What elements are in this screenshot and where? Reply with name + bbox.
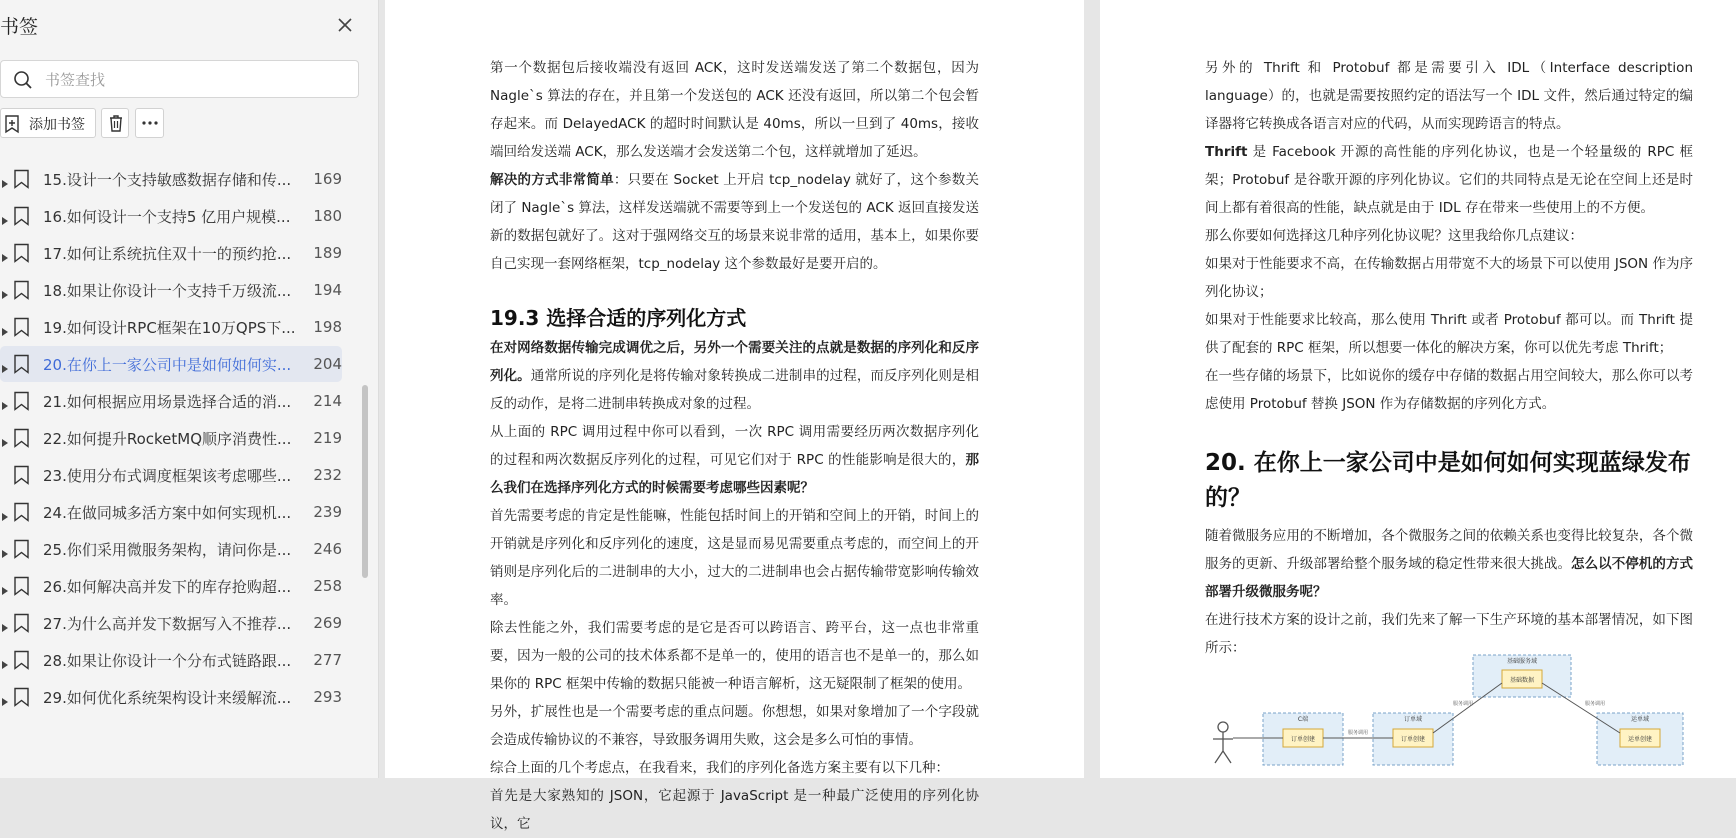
bookmark-title: 26.如何解决高并发下的库存抢购超... (43, 578, 292, 596)
expand-arrow-icon[interactable] (1, 544, 9, 554)
paragraph: 另外的 Thrift 和 Protobuf 都是需要引入 IDL（Interface description language）的，也就是需要按照约定的语法写一个 IDL 文件，然后通过特定的编译器将它转换成各语言对应的代码，从而实现跨语言的特点。 (1205, 60, 1693, 132)
bookmark-page-number: 204 (313, 355, 342, 373)
paragraph-text: 随着微服务应用的不断增加，各个微服务之间的依赖关系也变得比较复杂，各个微服务的更新、升级部署给整个服务域的稳定性带来很大挑战。 (1205, 528, 1693, 572)
bookmark-page-number: 189 (313, 244, 342, 262)
shipping-domain-label: 运单域 (1630, 716, 1650, 723)
expand-arrow-icon[interactable] (1, 655, 9, 665)
bookmark-title: 28.如果让你设计一个分布式链路跟... (43, 652, 292, 670)
bookmark-sidebar (0, 0, 379, 778)
bookmark-icon (13, 391, 30, 411)
bold-text: Thrift (1205, 144, 1248, 160)
page-right-text-block-2 (1205, 522, 1693, 662)
base-data-node-label: 基础数据 (1509, 677, 1535, 684)
add-bookmark-button[interactable] (0, 108, 96, 138)
paragraph: 综合上面的几个考虑点，在我看来，我们的序列化备选方案主要有以下几种： (490, 760, 949, 776)
bold-text: 那么我们在选择序列化方式的时候需要考虑哪些因素呢？ (490, 452, 979, 496)
bold-text: 怎么以不停机的方式部署升级微服务呢？ (1205, 556, 1694, 600)
document-page-left (385, 0, 1084, 832)
bookmark-icon (13, 243, 30, 263)
bookmark-title: 18.如果让你设计一个支持千万级流... (43, 282, 292, 300)
bookmark-icon (13, 687, 30, 707)
bookmark-title: 23.使用分布式调度框架该考虑哪些... (43, 467, 292, 485)
shipping-create-node-label: 运单创建 (1627, 736, 1653, 743)
search-icon (13, 70, 33, 90)
bookmark-title: 21.如何根据应用场景选择合适的消... (43, 393, 292, 411)
bookmark-title: 22.如何提升RocketMQ顺序消费性... (43, 430, 292, 448)
bookmark-title: 25.你们采用微服务架构，请问你是... (43, 541, 292, 559)
edge-label-1: 服务调用 (1347, 730, 1369, 736)
expand-arrow-icon[interactable] (1, 692, 9, 702)
bookmark-item[interactable] (0, 457, 342, 493)
bookmark-page-number: 246 (313, 540, 342, 558)
bookmark-page-number: 258 (313, 577, 342, 595)
trash-icon (106, 113, 126, 133)
bookmark-item[interactable] (0, 383, 342, 419)
bookmark-item[interactable] (0, 309, 342, 345)
paragraph-text: 从上面的 RPC 调用过程中你可以看到，一次 RPC 调用需要经历两次数据序列化的过程和两次数据反序列化的过程，可见它们对于 RPC 的性能影响是很大的， (490, 424, 979, 468)
page-left-text-block-1 (490, 54, 979, 278)
paragraph: 除去性能之外，我们需要考虑的是它是否可以跨语言、跨平台，这一点也非常重要，因为一般的公司的技术体系都不是单一的，使用的语言也不是单一的，那么如果你的 RPC 框架中传输的数据只能被一种语言解析，这无疑限制了框架的使用。 (490, 620, 979, 692)
expand-arrow-icon[interactable] (1, 322, 9, 332)
order-domain-label: 订单域 (1403, 716, 1423, 723)
paragraph: 另外，扩展性也是一个需要考虑的重点问题。你想想，如果对象增加了一个字段就会造成传输协议的不兼容，导致服务调用失败，这会是多么可怕的事情。 (490, 704, 979, 748)
bookmark-page-number: 293 (313, 688, 342, 706)
bookmark-icon (13, 206, 30, 226)
close-icon[interactable] (334, 14, 356, 36)
paragraph (490, 418, 979, 502)
paragraph (1205, 138, 1693, 222)
paragraph (490, 334, 979, 418)
bookmark-title: 20.在你上一家公司中是如何如何实... (43, 356, 292, 374)
bookmark-item[interactable] (0, 568, 342, 604)
paragraph-text: 是 Facebook 开源的高性能的序列化协议，也是一个轻量级的 RPC 框架；Protobuf 是谷歌开源的序列化协议。它们的共同特点是无论在空间上还是时间上都有着很高的性能，缺点就是由于 IDL 存在带来一些使用上的不方便。 (1205, 144, 1693, 216)
bookmark-item[interactable] (0, 161, 342, 197)
bookmark-icon (13, 428, 30, 448)
bookmark-icon (13, 465, 30, 485)
bookmark-item[interactable] (0, 531, 342, 567)
paragraph (490, 166, 979, 278)
bookmark-title: 15.设计一个支持敏感数据存储和传... (43, 171, 292, 189)
page-left-text-block-2 (490, 334, 979, 838)
bookmark-page-number: 194 (313, 281, 342, 299)
more-icon (140, 113, 160, 133)
bookmark-title: 17.如何让系统抗住双十一的预约抢... (43, 245, 292, 263)
bookmark-item[interactable] (0, 605, 342, 641)
paragraph: 那么你要如何选择这几种序列化协议呢？这里我给你几点建议： (1205, 228, 1583, 244)
bookmark-page-number: 239 (313, 503, 342, 521)
bookmark-icon (13, 502, 30, 522)
deployment-diagram (1205, 653, 1690, 778)
bookmark-icon (13, 539, 30, 559)
paragraph: 如果对于性能要求比较高，那么使用 Thrift 或者 Protobuf 都可以。而 Thrift 提供了配套的 RPC 框架，所以想要一体化的解决方案，你可以优先考虑 Thrift； (1205, 312, 1693, 356)
expand-arrow-icon[interactable] (1, 285, 9, 295)
paragraph: 在一些存储的场景下，比如说你的缓存中存储的数据占用空间较大，那么你可以考虑使用 Protobuf 替换 JSON 作为存储数据的序列化方式。 (1205, 368, 1693, 412)
expand-arrow-icon[interactable] (1, 396, 9, 406)
bookmark-title: 24.在做同城多活方案中如何实现机... (43, 504, 292, 522)
paragraph: 在进行技术方案的设计之前，我们先来了解一下生产环境的基本部署情况，如下图所示： (1205, 612, 1693, 656)
paragraph-text: ：只要在 Socket 上开启 tcp_nodelay 就好了，这个参数关闭了 Nagle`s 算法，这样发送端就不需要等到上一个发送包的 ACK 返回直接发送新的数据包就好了。这对于强网络交互的场景来说非常的适用，基本上，如果你要自己实现一套网络框架，tcp_nodelay 这个参数最好是要开启的。 (490, 172, 980, 272)
bold-text: 在对网络数据传输完成调优之后，另外一个需要关注的点就是数据的序列化和反序列化。 (490, 340, 979, 384)
bookmark-title: 19.如何设计RPC框架在10万QPS下... (43, 319, 296, 337)
bookmark-title: 29.如何优化系统架构设计来缓解流... (43, 689, 292, 707)
bookmark-search-box (0, 60, 359, 98)
more-options-button[interactable] (135, 108, 164, 138)
expand-arrow-icon[interactable] (1, 359, 9, 369)
paragraph: 第一个数据包后接收端没有返回 ACK，这时发送端发送了第二个数据包，因为 Nagle`s 算法的存在，并且第一个发送包的 ACK 还没有返回，所以第二个包会暂存起来。而 DelayedACK 的超时时间默认是 40ms，所以一旦到了 40ms，接收端回给发送端 ACK，那么发送端才会发送第二个包，这样就增加了延迟。 (490, 60, 979, 160)
bookmark-page-number: 219 (313, 429, 342, 447)
bookmark-item[interactable] (0, 420, 342, 456)
c-end-domain-label: C端 (1297, 716, 1309, 723)
c-end-order-node-label: 订单创建 (1290, 736, 1316, 743)
paragraph: 首先是大家熟知的 JSON，它起源于 JavaScript 是一种最广泛使用的序列化协议，它 (490, 788, 979, 832)
paragraph: 如果对于性能要求不高，在传输数据占用带宽不大的场景下可以使用 JSON 作为序列化协议； (1205, 256, 1693, 300)
expand-arrow-icon[interactable] (1, 211, 9, 221)
bookmark-title: 27.为什么高并发下数据写入不推荐... (43, 615, 292, 633)
bookmark-item[interactable] (0, 198, 342, 234)
bookmark-page-number: 180 (313, 207, 342, 225)
bookmark-page-number: 198 (313, 318, 342, 336)
expand-arrow-icon[interactable] (1, 618, 9, 628)
bookmark-icon (13, 613, 30, 633)
bold-text: 解决的方式非常简单 (490, 172, 614, 188)
expand-arrow-icon[interactable] (1, 581, 9, 591)
add-bookmark-icon (3, 114, 23, 134)
bookmark-title: 16.如何设计一个支持5 亿用户规模... (43, 208, 291, 226)
order-create-node-label: 订单创建 (1400, 736, 1426, 743)
paragraph: 首先需要考虑的肯定是性能嘛，性能包括时间上的开销和空间上的开销，时间上的开销就是序列化和反序列化的速度，这是显而易见需要重点考虑的，而空间上的开销则是序列化后的二进制串的大小，过大的二进制串也会占据传输带宽影响传输效率。 (490, 508, 979, 608)
edge-label-2: 服务调用 (1452, 701, 1474, 707)
bookmark-item[interactable] (0, 235, 342, 271)
bookmark-search-input[interactable] (45, 67, 345, 93)
bookmark-icon (13, 317, 30, 337)
paragraph (1205, 522, 1693, 606)
bookmark-icon (13, 169, 30, 189)
paragraph-text: 通常所说的序列化是将传输对象转换成二进制串的过程，而反序列化则是相反的动作，是将二进制串转换成对象的过程。 (490, 368, 980, 412)
bookmark-item[interactable] (0, 494, 342, 530)
delete-bookmark-button[interactable] (101, 108, 129, 138)
expand-arrow-icon[interactable] (1, 174, 9, 184)
bookmark-item[interactable] (0, 346, 342, 382)
chapter-heading: 20. 在你上一家公司中是如何如何实现蓝绿发布的？ (1205, 450, 1691, 511)
page-right-text-block-1 (1205, 54, 1693, 418)
section-heading: 19.3 选择合适的序列化方式 (490, 306, 747, 330)
bookmark-item[interactable] (0, 272, 342, 308)
document-page-right (1100, 0, 1736, 778)
bookmark-item[interactable] (0, 642, 342, 678)
user-actor-icon (1213, 722, 1233, 763)
bookmark-icon (13, 650, 30, 670)
sidebar-scrollbar[interactable] (362, 385, 368, 578)
bookmark-icon (13, 280, 30, 300)
bookmark-icon (13, 576, 30, 596)
bookmark-page-number: 269 (313, 614, 342, 632)
bookmark-icon (13, 354, 30, 374)
bookmark-page-number: 277 (313, 651, 342, 669)
bookmark-page-number: 214 (313, 392, 342, 410)
base-service-domain-label: 基础服务域 (1506, 658, 1538, 665)
edge-label-3: 服务调用 (1584, 701, 1606, 707)
expand-arrow-icon[interactable] (1, 507, 9, 517)
bookmark-page-number: 232 (313, 466, 342, 484)
add-bookmark-label: 添加书签 (29, 117, 85, 133)
bookmark-item[interactable] (0, 679, 342, 715)
edge-base-to-shipping (1542, 683, 1620, 733)
expand-arrow-icon[interactable] (1, 433, 9, 443)
expand-arrow-icon[interactable] (1, 248, 9, 258)
bookmark-page-number: 169 (313, 170, 342, 188)
edge-order-to-base (1433, 683, 1502, 733)
sidebar-title: 书签 (0, 16, 39, 38)
